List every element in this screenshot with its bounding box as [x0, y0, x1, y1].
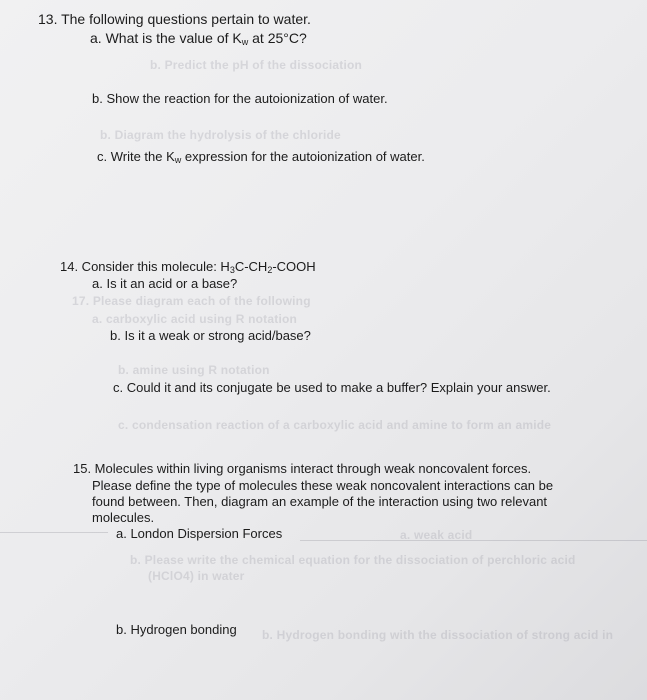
question-15-heading-line: molecules.	[92, 510, 155, 525]
question-13c: c. Write the $K_w$ expression for the autoionization of water.	[97, 149, 425, 165]
bleed-through-text: b. Predict the pH of the dissociation	[150, 58, 363, 72]
question-15-heading-line: found between. Then, diagram an example of the interaction using two relevant	[92, 494, 548, 509]
bleed-through-text: 17. Please diagram each of the following	[72, 294, 311, 308]
bleed-through-text: b. Please write the chemical equation for the dissociation of perchloric acid	[130, 553, 576, 567]
question-13b: b. Show the reaction for the autoionization of water.	[92, 91, 388, 106]
ruled-line	[0, 532, 108, 533]
question-15b: b. Hydrogen bonding	[116, 622, 237, 637]
question-15a: a. London Dispersion Forces	[116, 526, 283, 541]
question-14a: a. Is it an acid or a base?	[92, 276, 238, 291]
question-14-heading: 14. Consider this molecule: $H_3C-CH_2$-COOH	[60, 259, 316, 275]
bleed-through-text: a. weak acid	[400, 528, 473, 542]
question-15-heading-line: 15. Molecules within living organisms interact through weak noncovalent forces.	[73, 461, 532, 476]
bleed-through-text: b. Diagram the hydrolysis of the chloride	[100, 128, 341, 142]
question-13-heading: 13. The following questions pertain to water.	[38, 11, 311, 27]
bleed-through-text: c. condensation reaction of a carboxylic acid and amine to form an amide	[118, 418, 552, 432]
question-14c: c. Could it and its conjugate be used to make a buffer? Explain your answer.	[113, 380, 551, 395]
question-15-heading-line: Please define the type of molecules these weak noncovalent interactions can be	[92, 478, 554, 493]
question-14b: b. Is it a weak or strong acid/base?	[110, 328, 311, 343]
question-13a: a. What is the value of $K_w$ at 25°C?	[90, 30, 307, 47]
bleed-through-text: b. Hydrogen bonding with the dissociation of strong acid in	[262, 628, 614, 642]
ruled-line	[300, 540, 647, 541]
bleed-through-text: (HClO4) in water	[148, 569, 245, 583]
bleed-through-text: b. amine using R notation	[118, 363, 270, 377]
bleed-through-text: a. carboxylic acid using R notation	[92, 312, 298, 326]
